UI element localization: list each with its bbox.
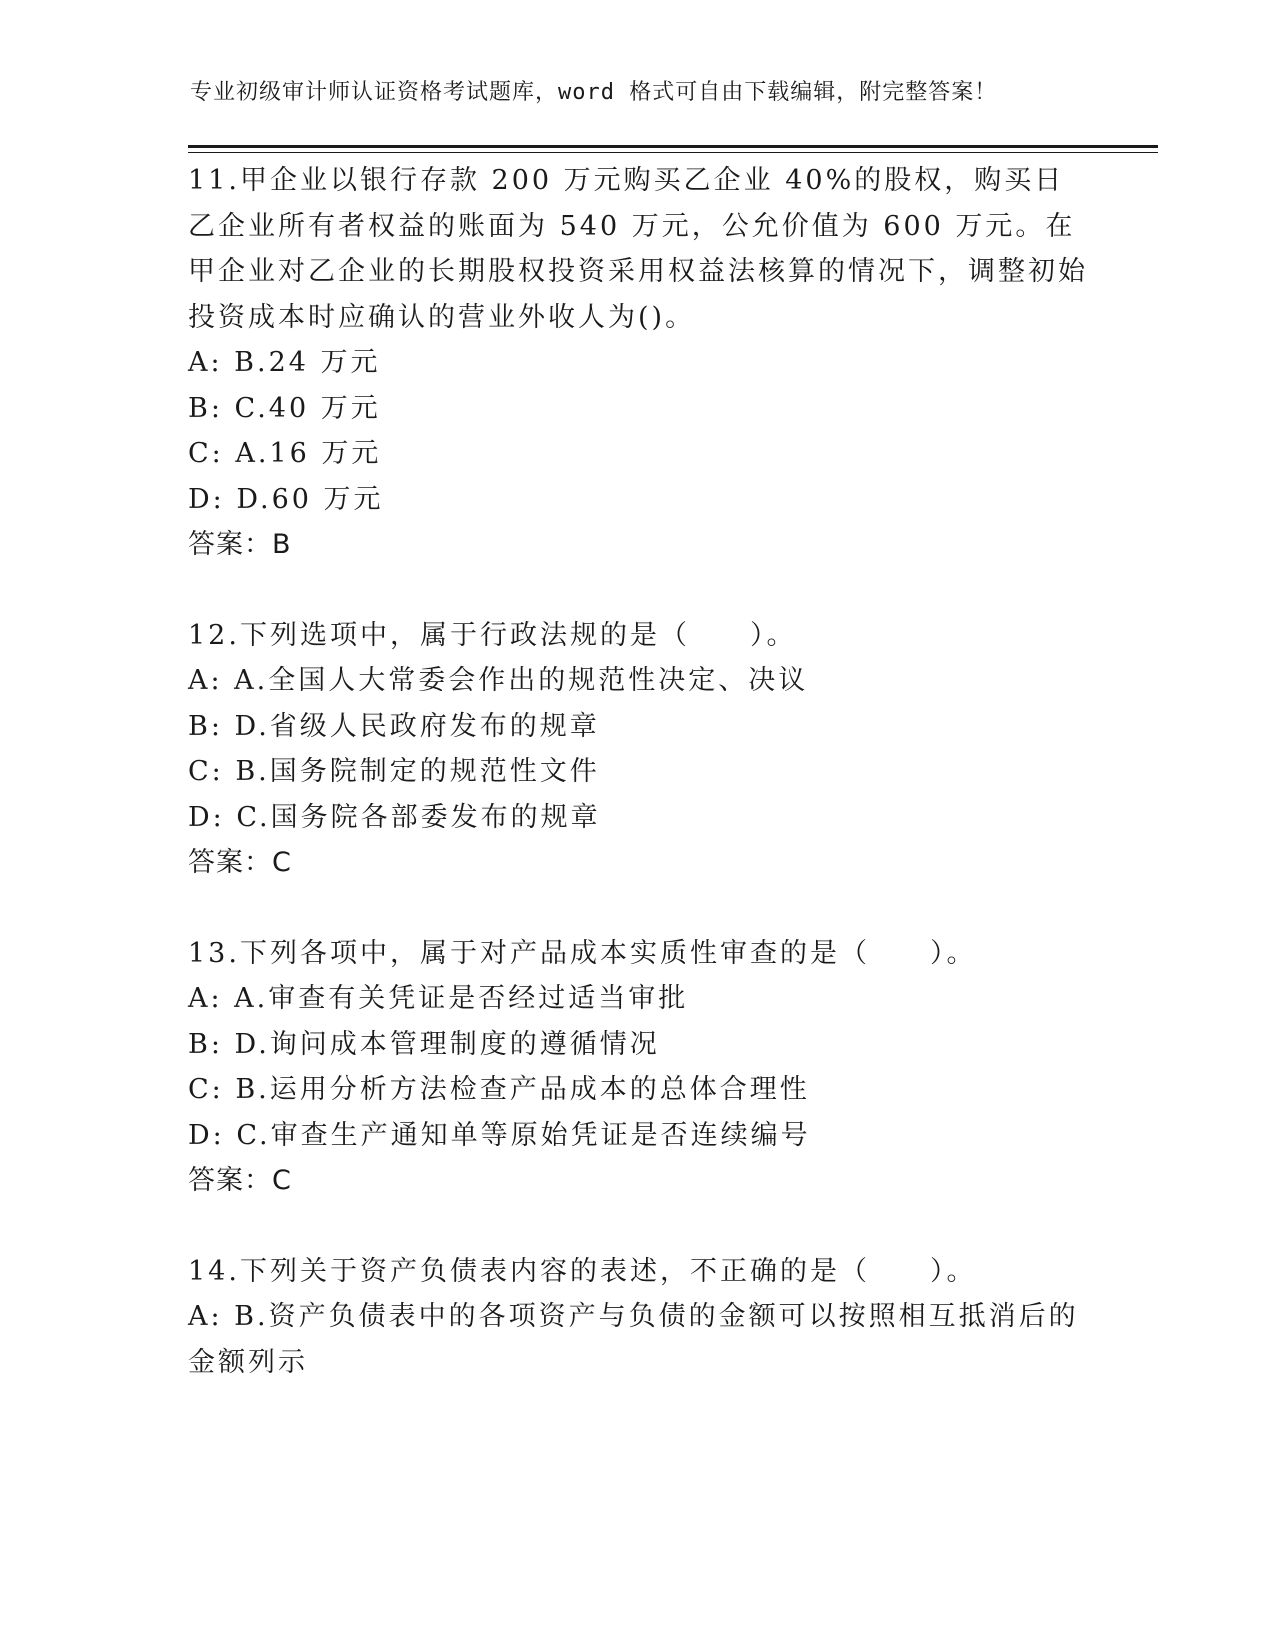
header-divider-thick — [188, 145, 1158, 148]
option-a: A: B.24 万元 — [188, 347, 381, 378]
option-d: D: C.国务院各部委发布的规章 — [188, 801, 601, 833]
question-spacer — [188, 568, 1088, 613]
option-b: B: C.40 万元 — [188, 392, 381, 424]
answer-line: 答案：C — [188, 847, 292, 878]
question-list — [188, 158, 1088, 1385]
question-14 — [188, 1249, 1088, 1386]
question-11 — [188, 158, 1088, 568]
option-a: A: A.全国人大常委会作出的规范性决定、决议 — [188, 665, 809, 696]
question-13 — [188, 931, 1088, 1204]
header-divider-thin — [188, 152, 1158, 153]
option-c: C: A.16 万元 — [188, 438, 382, 469]
page-header: 专业初级审计师认证资格考试题库，word 格式可自由下载编辑，附完整答案！ — [190, 80, 998, 105]
question-spacer — [188, 1204, 1088, 1249]
question-stem: 14.下列关于资产负债表内容的表述，不正确的是（ ）。 — [188, 1255, 977, 1287]
question-12 — [188, 613, 1088, 886]
option-c: C: B.国务院制定的规范性文件 — [188, 756, 600, 787]
question-spacer — [188, 886, 1088, 931]
option-b: B: D.询问成本管理制度的遵循情况 — [188, 1028, 660, 1060]
question-stem: 12.下列选项中，属于行政法规的是（ ）。 — [188, 619, 797, 651]
option-a: A: A.审查有关凭证是否经过适当审批 — [188, 983, 689, 1014]
option-d: D: C.审查生产通知单等原始凭证是否连续编号 — [188, 1119, 811, 1151]
option-a: A: B.资产负债表中的各项资产与负债的金额可以按照相互抵消后的金额列示 — [188, 1301, 1079, 1378]
answer-line: 答案：B — [188, 529, 292, 560]
option-d: D: D.60 万元 — [188, 483, 384, 515]
option-c: C: B.运用分析方法检查产品成本的总体合理性 — [188, 1074, 810, 1105]
question-stem: 13.下列各项中，属于对产品成本实质性审查的是（ ）。 — [188, 937, 977, 969]
answer-line: 答案：C — [188, 1165, 292, 1196]
option-b: B: D.省级人民政府发布的规章 — [188, 710, 600, 742]
question-stem: 11.甲企业以银行存款 200 万元购买乙企业 40%的股权，购买日乙企业所有者权益的账面为 540 万元，公允价值为 600 万元。在甲企业对乙企业的长期股权投资采用权益法核算的情况下，调整初始投资成本时应确认的营业外收人为()。 — [188, 165, 1088, 333]
